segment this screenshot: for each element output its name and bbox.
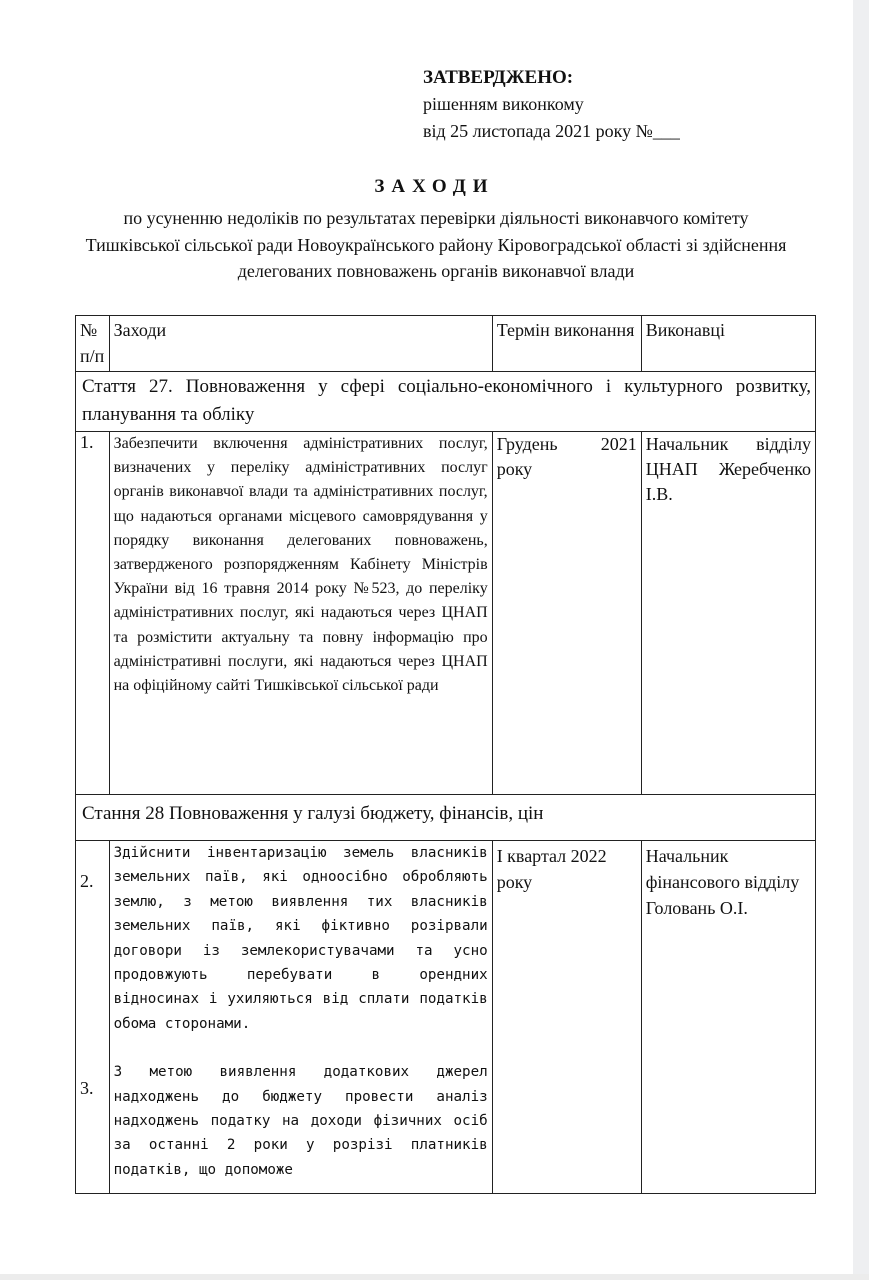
approval-line-2: від 25 листопада 2021 року №___ — [423, 121, 680, 141]
row-2-num: 2. — [80, 871, 94, 891]
row-2-3-num — [76, 841, 110, 1194]
row-3-measure: З метою виявлення додаткових джерел надходжень до бюджету провести аналіз надходжень податку на доходи фізичних осіб за останні 2 роки у розрізі платників податків, що допоможе — [113, 1064, 488, 1178]
document-subtitle: по усуненню недоліків по результатах перевірки діяльності виконавчого комітету Тишківської сільської ради Новоукраїнського району Кіровоградської області зі здійснення делегованих повноважень органів виконавчої влади — [85, 208, 787, 281]
row-1-executor: Начальник відділу ЦНАП Жеребченко І.В. — [641, 432, 815, 795]
row-2-measure: Здійснити інвентаризацію земель власників земельних паїв, які одноосібно обробляють землю, з метою виявлення тих власників земельних паїв, які фіктивно розірвали договори із землекористувачами та усно продовжують перебувати в орендних відносинах і ухиляються від сплати податків обома сторонами. — [113, 845, 488, 1032]
approval-heading: ЗАТВЕРДЖЕНО: — [423, 67, 574, 88]
section-title-1: Стаття 27. Повноваження у сфері соціально-економічного і культурного розвитку, планування та обліку — [76, 372, 816, 432]
approval-line-1: рішенням виконкому — [423, 94, 584, 114]
row-2-3-measures — [109, 841, 492, 1194]
header-measures: Заходи — [109, 316, 492, 372]
section-title-2: Стання 28 Повноваження у галузі бюджету, фінансів, цін — [76, 795, 816, 841]
header-num: № п/п — [76, 316, 110, 372]
document-title: ЗАХОДИ — [374, 176, 495, 197]
bottom-edge — [0, 1274, 869, 1280]
approval-block — [423, 64, 680, 145]
measures-table — [75, 315, 816, 1194]
header-term: Термін виконання — [492, 316, 641, 372]
row-2-term: І квартал 2022 року — [492, 841, 641, 1194]
row-2-executor: Начальник фінансового відділу Головань О.І. — [641, 841, 815, 1194]
row-3-num: 3. — [80, 1078, 94, 1098]
row-1-measure: Забезпечити включення адміністративних послуг, визначених у переліку адміністративних послуг органів виконавчої влади та адміністративних послуг, що надаються органами місцевого самоврядування у порядку виконання делегованих повноважень, затвердженого розпорядженням Кабінету Міністрів України від 16 травня 2014 року №523, до переліку адміністративних послуг, які надаються через ЦНАП та розмістити актуальну та повну інформацію про адміністративні послуги, які надаються через ЦНАП на офіційному сайті Тишківської сільської ради — [109, 432, 492, 795]
header-executors: Виконавці — [641, 316, 815, 372]
row-1-num: 1. — [76, 432, 110, 795]
table-row — [76, 432, 816, 795]
table-header-row — [76, 316, 816, 372]
row-1-term: Грудень 2021 року — [492, 432, 641, 795]
table-row — [76, 841, 816, 1194]
section-row-2 — [76, 795, 816, 841]
section-row-1 — [76, 372, 816, 432]
